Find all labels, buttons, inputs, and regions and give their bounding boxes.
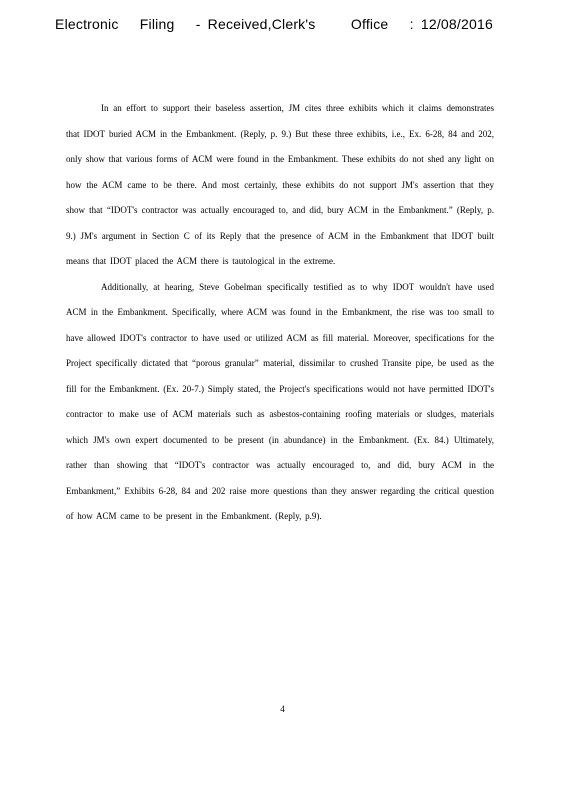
filing-stamp-header xyxy=(0,16,548,32)
filing-stamp-text: Electronic Filing - Received,Clerk's Office : 12/08/2016 xyxy=(55,16,493,32)
page-number: 4 xyxy=(280,704,285,714)
paragraph-2: Additionally, at hearing, Steve Gobelman specifically testified as to why IDOT wouldn't have used ACM in the Embankment. Specifically, where ACM was found in the Embankment, the rise was too small to have allowed IDOT's contractor to have used or utilized ACM as fill material. Moreover, specifications for the Project specifically dictated that “porous granular” material, dissimilar to crushed Transite pipe, be used as the fill for the Embankment. (Ex. 20-7.) Simply stated, the Project's specifications would not have permitted IDOT's contractor to make use of ACM materials such as asbestos-containing roofing materials or sludges, materials which JM's own expert documented to be present (in abundance) in the Embankment. (Ex. 84.) Ultimately, rather than showing that “IDOT's contractor was actually encouraged to, and did, bury ACM in the Embankment,” Exhibits 6-28, 84 and 202 raise more questions than they answer regarding the critical question of how ACM came to be present in the Embankment. (Reply, p.9). xyxy=(66,281,494,521)
document-body xyxy=(66,96,494,530)
paragraph-1: In an effort to support their baseless assertion, JM cites three exhibits which it claims demonstrates that IDOT buried ACM in the Embankment. (Reply, p. 9.) But these three exhibits, i.e., Ex. 6-28, 84 and 202, only show that various forms of ACM were found in the Embankment. These exhibits do not shed any light on how the ACM came to be there. And most certainly, these exhibits do not support JM's assertion that they show that “IDOT's contractor was actually encouraged to, and did, bury ACM in the Embankment.” (Reply, p. 9.) JM's argument in Section C of its Reply that the presence of ACM in the Embankment that IDOT built means that IDOT placed the ACM there is tautological in the extreme. xyxy=(66,103,494,266)
